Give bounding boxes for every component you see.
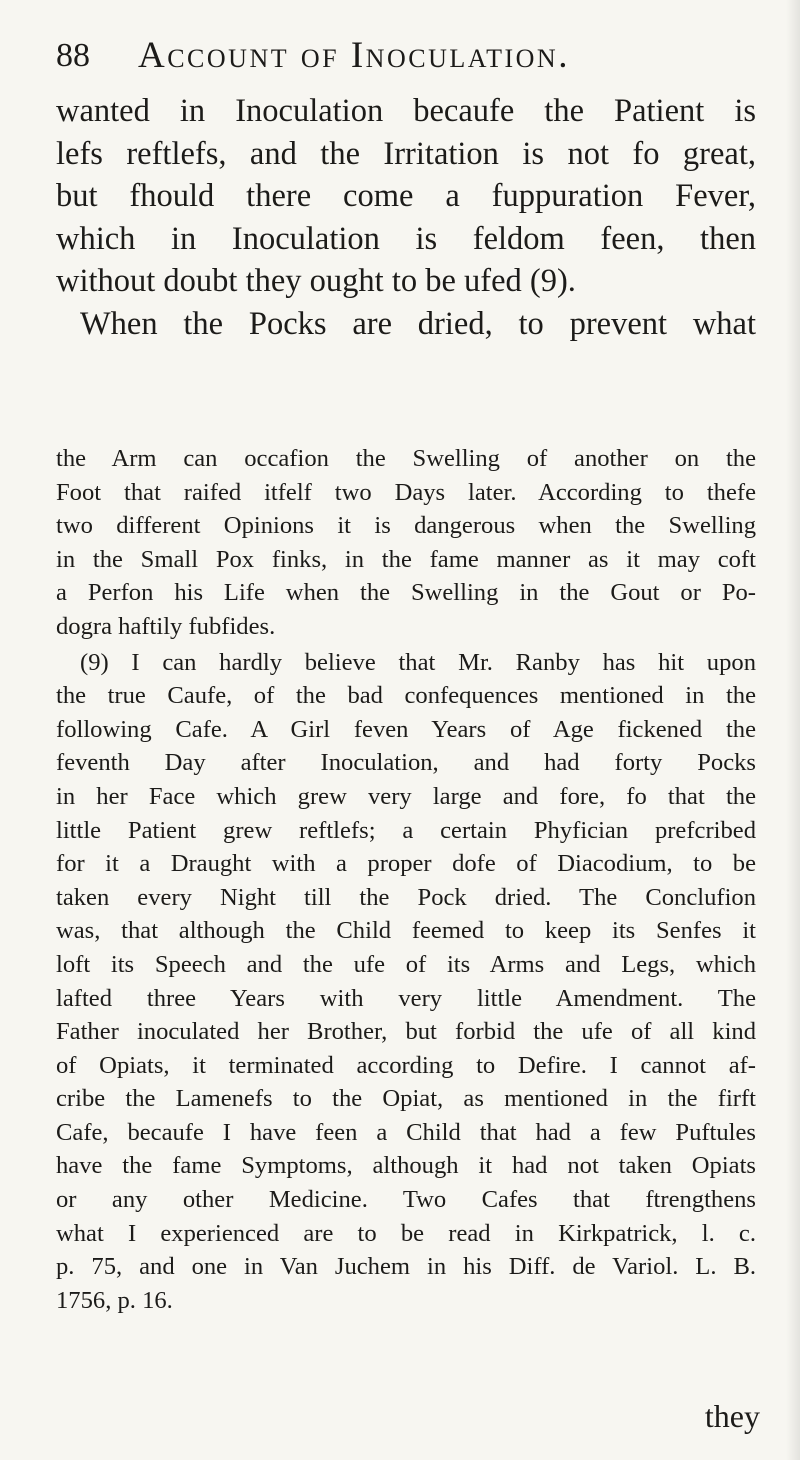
- footnote-line: 1756, p. 16.: [56, 1286, 173, 1314]
- running-head: Account of Inoculation.: [138, 35, 570, 76]
- main-text-line: which in Inoculation is feldom feen, then: [56, 220, 756, 257]
- page-number: 88: [56, 37, 90, 74]
- footnote-line: the Arm can occafion the Swelling of another on the: [56, 445, 756, 472]
- main-text-line: lefs reftlefs, and the Irritation is not fo great,: [56, 135, 756, 172]
- footnote-line: have the fame Symptoms, although it had not taken Opiats: [56, 1152, 756, 1180]
- footnote-line: (9) I can hardly believe that Mr. Ranby has hit upon: [80, 648, 756, 676]
- footnote-line: was, that although the Child feemed to keep its Senfes it: [56, 917, 756, 945]
- footnote-line: Cafe, becaufe I have feen a Child that had a few Puftules: [56, 1118, 756, 1146]
- footnote-line: in the Small Pox finks, in the fame manner as it may coft: [56, 545, 756, 573]
- footnote-line: what I experienced are to be read in Kirkpatrick, l. c.: [56, 1219, 756, 1247]
- footnote-line: for it a Draught with a proper dofe of Diacodium, to be: [56, 850, 756, 878]
- footnote-text: [56, 442, 756, 1317]
- footnote-line: a Perfon his Life when the Swelling in the Gout or Po-: [56, 579, 756, 607]
- footnote-line: the true Caufe, of the bad confequences mentioned in the: [56, 682, 756, 710]
- main-text-line: but fhould there come a fuppuration Fever,: [56, 178, 756, 214]
- footnote-line: following Cafe. A Girl feven Years of Age fickened the: [56, 715, 756, 743]
- page-header: [56, 36, 756, 86]
- catchword: they: [704, 1398, 760, 1434]
- footnote-line: little Patient grew reftlefs; a certain Phyfician prefcribed: [56, 816, 756, 844]
- footnote-line: Father inoculated her Brother, but forbid the ufe of all kind: [56, 1018, 756, 1046]
- footnote-line: lafted three Years with very little Amendment. The: [56, 984, 756, 1012]
- page-gutter-shadow: [786, 0, 800, 1460]
- footnote-line: two different Opinions it is dangerous when the Swelling: [56, 512, 756, 540]
- main-text-line: wanted in Inoculation becaufe the Patient is: [56, 93, 756, 129]
- footnote-line: taken every Night till the Pock dried. The Conclufion: [56, 883, 756, 911]
- footnote-line: cribe the Lamenefs to the Opiat, as mentioned in the firft: [56, 1085, 756, 1113]
- footnote-line: or any other Medicine. Two Cafes that ftrengthens: [56, 1186, 756, 1214]
- footnote-line: loft its Speech and the ufe of its Arms and Legs, which: [56, 950, 756, 978]
- main-text: [56, 90, 756, 345]
- footnote-line: in her Face which grew very large and fore, fo that the: [56, 782, 756, 810]
- footnote-line: dogra haftily fubfides.: [56, 612, 276, 640]
- footnote-line: p. 75, and one in Van Juchem in his Diff. de Variol. L. B.: [56, 1253, 756, 1281]
- footnote-line: Foot that raifed itfelf two Days later. According to thefe: [56, 478, 756, 506]
- main-text-line: When the Pocks are dried, to prevent what: [80, 305, 756, 342]
- footnote-line: feventh Day after Inoculation, and had forty Pocks: [56, 749, 756, 777]
- footnote-line: of Opiats, it terminated according to Defire. I cannot af-: [56, 1051, 756, 1079]
- main-text-line: without doubt they ought to be ufed (9).: [56, 263, 576, 299]
